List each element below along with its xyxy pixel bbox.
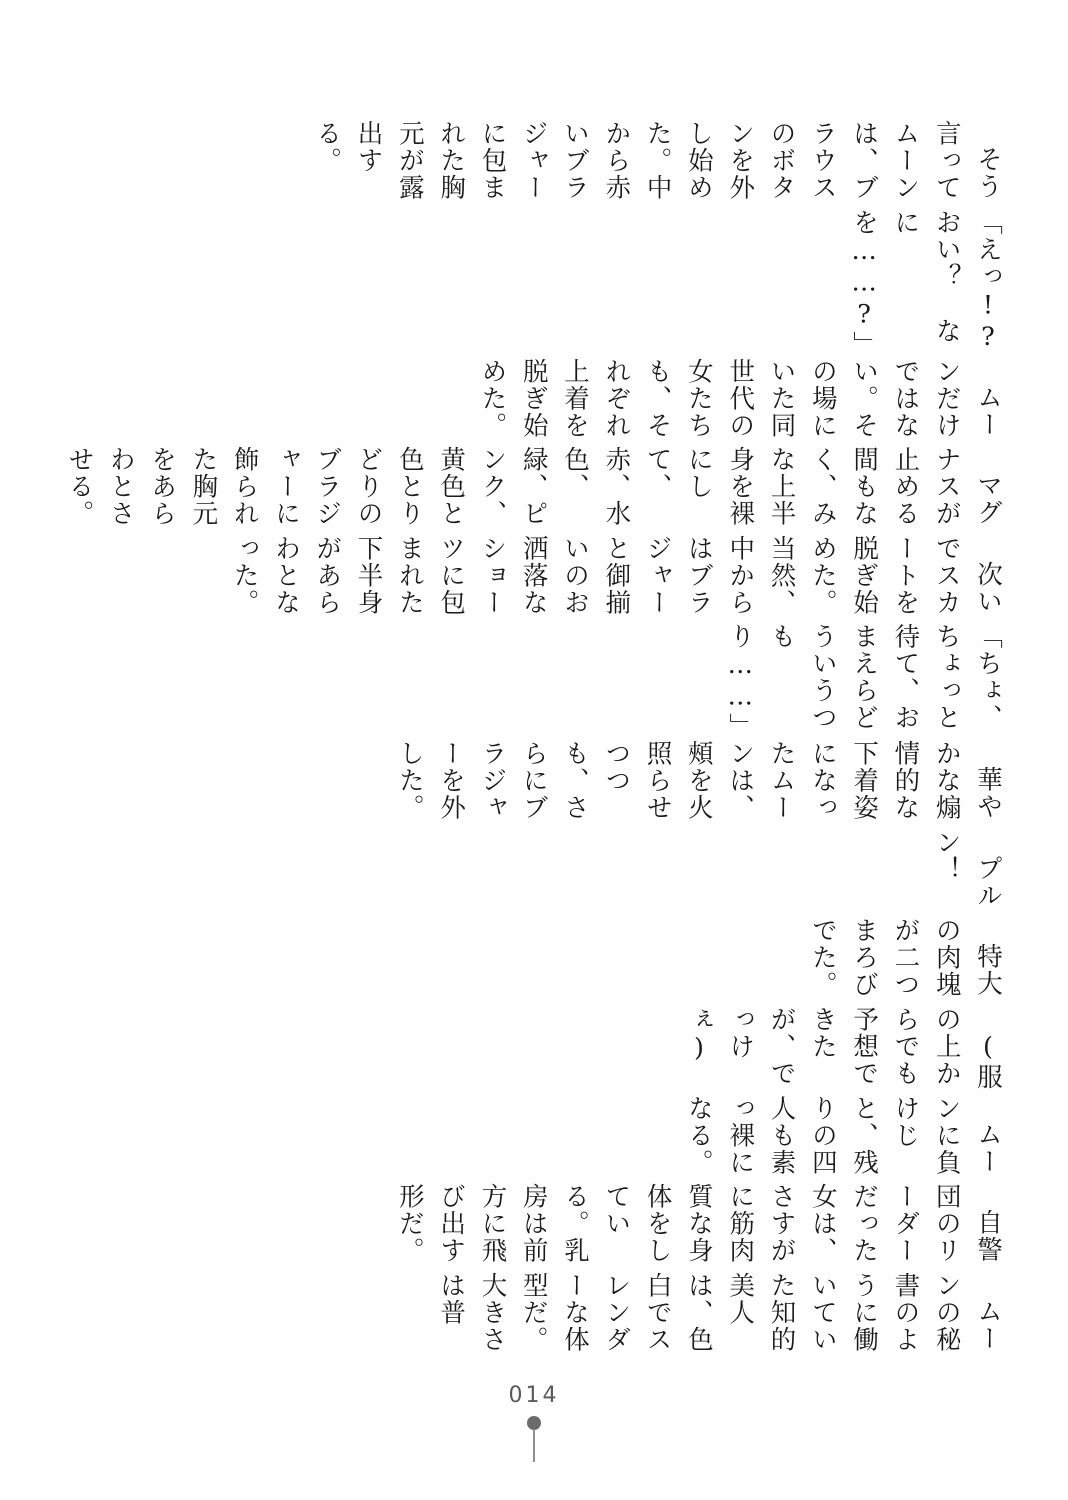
paragraph: 「ちょ、ちょっと待て、おまえらどういうつもり……」 [725,623,1003,741]
paragraph: 次いでスカートを脱ぎ始めた。当然、中からはブラジャーと御揃いのお洒落なショーツに包まれた下半身があらわとなった。 [229,534,1003,616]
paragraph: マグナスが止める間もなく、みな上半身を裸にして、赤、水色、緑、ピンク、黄色と色とりどりのブラジャーに飾られた胸元をあらわとさせる。 [64,446,1003,528]
paragraph: 「えっ!? おい？ なにを……?」 [849,208,1003,381]
paragraph: 特大の肉塊が二つまろびでた。 [807,917,1003,999]
ornament-stem-icon [533,1429,535,1462]
paragraph: プルン！ [931,828,1003,910]
paragraph: 華やかな煽情的な下着姿になったムーンは、頰を火照らせつつも、さらにブラジャーを外した。 [394,740,1003,822]
paragraph: ムーンだけではない。その場にいた同世代の女たちも、それぞれ上着を脱ぎ始めた。 [477,357,1003,439]
paragraph: 自警団のリーダーだった女は、さすがに筋肉質な身体をしている。乳房は前方に飛び出す形だ。 [394,1183,1003,1265]
page-footer [0,1383,1068,1462]
footer-ornament-icon [527,1416,541,1462]
page-number: 014 [508,1383,560,1408]
ornament-dot-icon [527,1416,541,1430]
paragraph: (服の上からでも予想できたが、でっけぇ) [683,1006,1003,1091]
paragraph: ムーンに負けじと、残りの四人も素っ裸になる。 [683,1094,1003,1176]
paragraph: そう言ってムーンは、ブラウスのボタンを外し始めた。中から赤いブラジャーに包まれた胸元が露出する。 [312,120,1003,202]
vertical-text-body [64,120,1008,1360]
paragraph: ムーンの秘書のように働いていた知的美人は、色白でスレンダーな体型だ。大きさは普 [436,1271,1003,1353]
